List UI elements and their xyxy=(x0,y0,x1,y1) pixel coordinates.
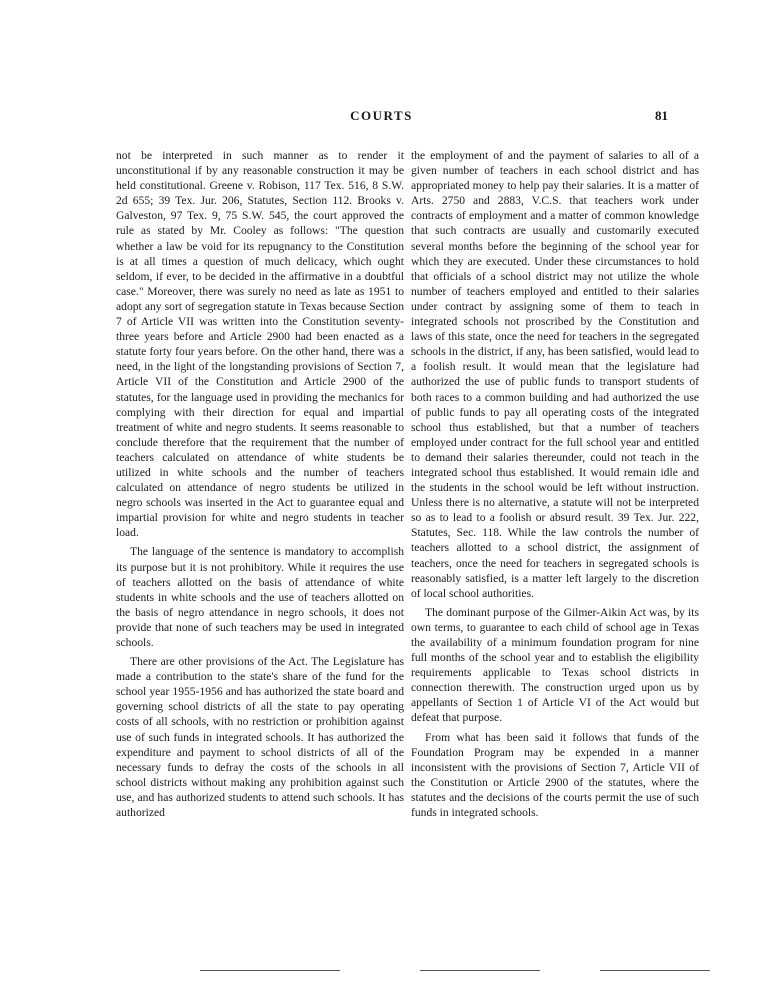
paragraph: The dominant purpose of the Gilmer-Aikin Act was, by its own terms, to guarantee to each child of school age in Texas the availability of a minimum foundation program for nine full months of the school year and to establish the eligibility requirements applicable to Texas school districts in connection therewith. The construction urged upon us by appellants of Section 1 of Article VI of the Act would but defeat that purpose. xyxy=(411,605,699,725)
right-column xyxy=(411,148,699,908)
paragraph: There are other provisions of the Act. The Legislature has made a contribution to the state's share of the fund for the school year 1955-1956 and has authorized the state board and governing school districts of all the state to pay operating costs of all schools, with no restriction or prohibition against use of such funds in integrated schools. It has authorized the expenditure and payment to school districts of all of the necessary funds to defray the costs of the schools in all school districts without making any prohibition against such use, and has authorized students to attend such schools. It has authorized xyxy=(116,655,404,820)
paragraph: not be interpreted in such manner as to render it unconstitutional if by any reasonable construction it may be held constitutional. Greene v. Robison, 117 Tex. 516, 8 S.W. 2d 655; 39 Tex. Jur. 206, Statutes, Section 112. Brooks v. Galveston, 97 Tex. 9, 75 S.W. 545, the court approved the rule as stated by Mr. Cooley as follows: "The question whether a law be void for its repugnancy to the Constitution is at all times a question of much delicacy, which ought seldom, if ever, to be decided in the affirmative in a doubtful case." Moreover, there was surely no need as late as 1951 to adopt any sort of segregation statute in Texas because Section 7 of Article VII was written into the Constitution seventy-three years before and Article 2900 had been enacted as a statute forty four years before. On the other hand, there was a need, in the light of the longstanding provisions of Section 7, Article VII of the Constitution and Article 2900 of the statutes, for the language used in providing the mechanics for complying with their direction for equal and impartial treatment of white and negro students. It seems reasonable to conclude therefore that the requirement that the number of teachers calculated on attendance of white students be utilized in white schools and the number of teachers calculated on attendance of negro students be utilized in negro schools was inserted in the Act to guarantee equal and impartial provision for white and negro students in teacher load. xyxy=(116,149,404,540)
left-column xyxy=(116,148,404,908)
paragraph: the employment of and the payment of salaries to all of a given number of teachers in each school district and has appropriated money to help pay their salaries. It is a matter of Arts. 2750 and 2883, V.C.S. that teachers work under contracts of employment and a matter of common knowledge that such contracts are usually and customarily executed several months before the beginning of the school year for which they are executed. Under these circumstances to hold that officials of a school district may not utilize the whole number of teachers employed and entitled to their salaries under contract by assigning some of them to teach in integrated schools not proscribed by the Constitution and laws of this state, once the need for teachers in the segregated schools in the district, if any, has been satisfied, would lead to a foolish result. It would mean that the legislature had authorized the use of public funds to transport students of both races to a common building and had authorized the use of public funds to pay all operating costs of the integrated school thus established, but that a number of teachers employed under contract for the full school year and entitled to demand their salaries thereunder, could not teach in the integrated school thus established. It would remain idle and the students in the school would be left without instruction. Unless there is no alternative, a statute will not be interpreted so as to lead to a foolish or absurd result. 39 Tex. Jur. 222, Statutes, Sec. 118. While the law controls the number of teachers allotted to a school district, the assignment of teachers, once the need for teachers in segregated schools is reasonably satisfied, is a matter left largely to the discretion of local school authorities. xyxy=(411,149,699,600)
scan-edge-line xyxy=(420,970,540,971)
page-number: 81 xyxy=(655,108,668,123)
scan-edge-line xyxy=(600,970,710,971)
scan-edge-line xyxy=(200,970,340,971)
paragraph: From what has been said it follows that funds of the Foundation Program may be expended in a manner inconsistent with the provisions of Section 7, Article VII of the Constitution or Article 2900 of the statutes, where the statutes and the decisions of the courts permit the use of such funds in integrated schools. xyxy=(411,730,699,820)
running-title: COURTS xyxy=(350,108,413,123)
page-header xyxy=(0,108,763,130)
paragraph: The language of the sentence is mandatory to accomplish its purpose but it is not prohibitory. While it requires the use of teachers allotted on the basis of attendance of white students in white schools and the use of teachers allotted on the basis of negro attendance in negro schools, it does not provide that none of such teachers may be used in integrated schools. xyxy=(116,545,404,649)
